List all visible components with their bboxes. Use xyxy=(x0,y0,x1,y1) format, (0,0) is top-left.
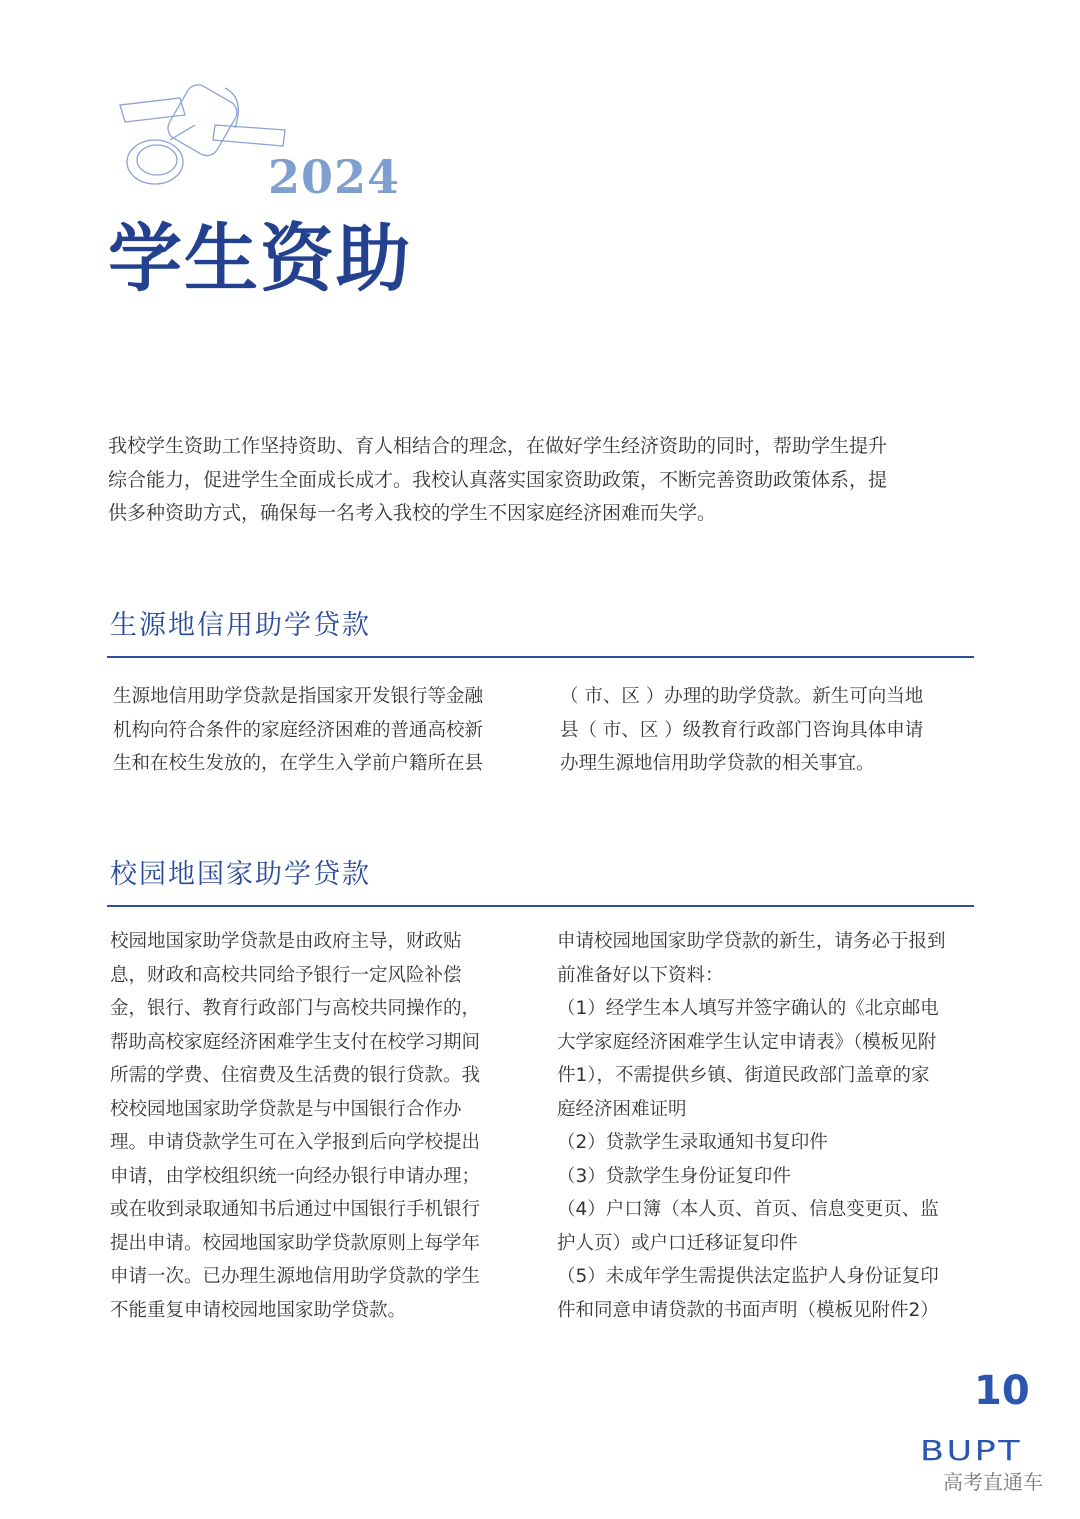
text-line: 县（ 市、区 ）级教育行政部门咨询具体申请 xyxy=(560,719,924,741)
text-line: 件和同意申请贷款的书面声明（模板见附件2） xyxy=(557,1299,939,1321)
text-line: 生源地信用助学贷款是指国家开发银行等金融 xyxy=(113,686,484,707)
text-line: （3）贷款学生身份证复印件 xyxy=(557,1165,791,1187)
text-line: 校校园地国家助学贷款是与中国银行合作办 xyxy=(110,1098,462,1120)
page-title: 学生资助 xyxy=(108,216,412,302)
text-line: （ 市、区 ）办理的助学贷款。新生可向当地 xyxy=(560,686,924,707)
intro-line: 我校学生资助工作坚持资助、育人相结合的理念，在做好学生经济资助的同时，帮助学生提升 xyxy=(108,435,888,457)
text-line: 件1），不需提供乡镇、街道民政部门盖章的家 xyxy=(557,1065,930,1086)
section2-right-column xyxy=(557,925,946,1327)
intro-line: 综合能力，促进学生全面成长成才。我校认真落实国家资助政策，不断完善资助政策体系，提 xyxy=(108,468,888,491)
text-line: 金，银行、教育行政部门与高校共同操作的， xyxy=(110,998,481,1019)
text-line: 不能重复申请校园地国家助学贷款。 xyxy=(110,1299,407,1321)
section2-left-column xyxy=(110,925,480,1327)
divider xyxy=(107,905,974,907)
text-line: 庭经济困难证明 xyxy=(557,1098,687,1120)
text-line: 办理生源地信用助学贷款的相关事宜。 xyxy=(560,753,875,774)
intro-paragraph xyxy=(108,430,978,531)
text-line: 生和在校生发放的，在学生入学前户籍所在县 xyxy=(113,753,484,774)
divider xyxy=(107,656,974,658)
year-label: 2024 xyxy=(268,150,401,204)
text-line: （2）贷款学生录取通知书复印件 xyxy=(557,1132,828,1153)
text-line: 大学家庭经济困难学生认定申请表》（模板见附 xyxy=(557,1031,937,1053)
text-line: 所需的学费、住宿费及生活费的银行贷款。我 xyxy=(110,1065,481,1086)
section1-left-column xyxy=(113,680,483,781)
text-line: 申请一次。已办理生源地信用助学贷款的学生 xyxy=(110,1266,481,1287)
text-line: 护人页）或户口迁移证复印件 xyxy=(557,1232,798,1254)
bupt-logo: BUPT xyxy=(920,1434,1023,1467)
page-number: 10 xyxy=(974,1368,1030,1414)
text-line: （1）经学生本人填写并签字确认的《北京邮电 xyxy=(557,998,939,1019)
section-heading-local-loan: 生源地信用助学贷款 xyxy=(110,610,371,641)
text-line: 或在收到录取通知书后通过中国银行手机银行 xyxy=(110,1199,481,1220)
text-line: 提出申请。校园地国家助学贷款原则上每学年 xyxy=(110,1232,481,1254)
intro-line: 供多种资助方式，确保每一名考入我校的学生不因家庭经济困难而失学。 xyxy=(108,502,717,524)
text-line: （4）户口簿（本人页、首页、信息变更页、监 xyxy=(557,1199,939,1220)
text-line: 申请，由学校组织统一向经办银行申请办理； xyxy=(110,1165,481,1187)
section1-right-column xyxy=(560,680,923,781)
text-line: 帮助高校家庭经济困难学生支付在校学习期间 xyxy=(110,1031,481,1053)
text-line: 校园地国家助学贷款是由政府主导，财政贴 xyxy=(110,931,462,952)
text-line: 理。申请贷款学生可在入学报到后向学校提出 xyxy=(110,1132,481,1153)
brand-label: 高考直通车 xyxy=(943,1470,1043,1494)
text-line: 前准备好以下资料： xyxy=(557,964,724,986)
section-heading-campus-loan: 校园地国家助学贷款 xyxy=(110,859,371,890)
text-line: （5）未成年学生需提供法定监护人身份证复印 xyxy=(557,1266,939,1287)
text-line: 机构向符合条件的家庭经济困难的普通高校新 xyxy=(113,719,484,741)
text-line: 申请校园地国家助学贷款的新生，请务必于报到 xyxy=(557,931,946,952)
text-line: 息，财政和高校共同给予银行一定风险补偿 xyxy=(110,964,462,986)
